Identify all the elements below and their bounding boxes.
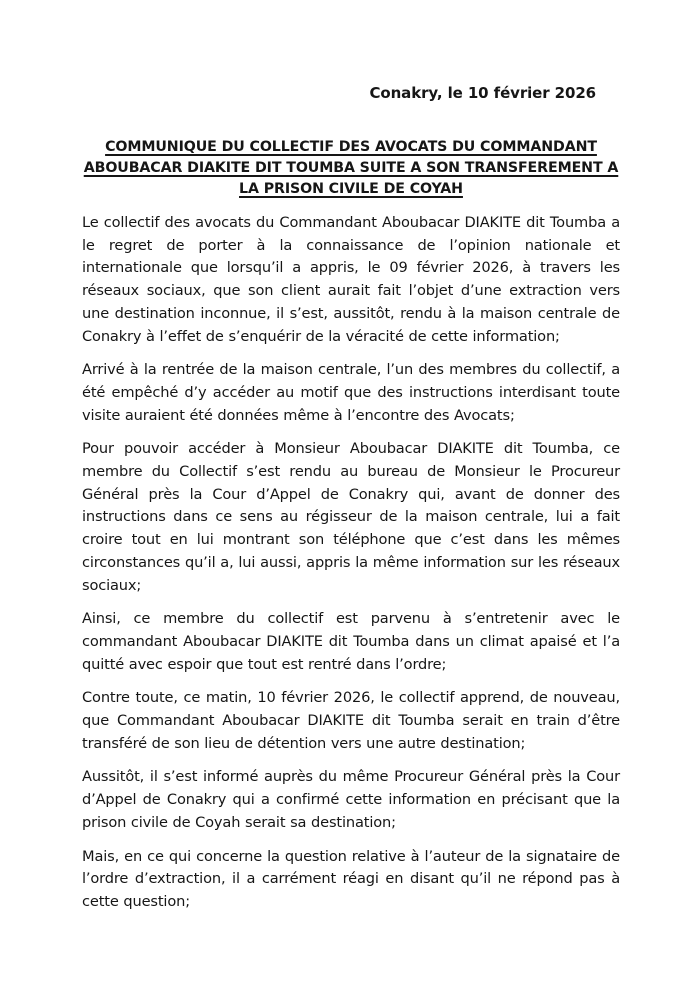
document-body (82, 212, 620, 914)
paragraph-6: Aussitôt, il s’est informé auprès du même Procureur Général près la Cour d’Appel de Conakry qui a confirmé cette information en précisant que la prison civile de Coyah serait sa destination; (82, 768, 620, 831)
document-title (82, 137, 620, 200)
paragraph-7: Mais, en ce qui concerne la question relative à l’auteur de la signataire de l’ordre d’extraction, il a carrément réagi en disant qu’il ne répond pas à cette question; (82, 847, 620, 910)
date-line: Conakry, le 10 février 2026 (369, 84, 596, 102)
document-title-text: COMMUNIQUE DU COLLECTIF DES AVOCATS DU COMMANDANT ABOUBACAR DIAKITE DIT TOUMBA SUITE A SON TRANSFEREMENT A LA PRISON CIVILE DE COYAH (83, 139, 619, 197)
paragraph-5: Contre toute, ce matin, 10 février 2026, le collectif apprend, de nouveau, que Commandant Aboubacar DIAKITE dit Toumba serait en train d’être transféré de son lieu de détention vers une autre destination; (82, 689, 620, 752)
paragraph-2: Arrivé à la rentrée de la maison centrale, l’un des membres du collectif, a été empêché d’y accéder au motif que des instructions interdisant toute visite auraient été données même à l’encontre des Avocats; (82, 361, 620, 424)
paragraph-3: Pour pouvoir accéder à Monsieur Aboubacar DIAKITE dit Toumba, ce membre du Collectif s’est rendu au bureau de Monsieur le Procureur Général près la Cour d’Appel de Conakry qui, avant de donner des instructions dans ce sens au régisseur de la maison centrale, lui a fait croire tout en lui montrant son téléphone que c’est dans les mêmes circonstances qu’il a, lui aussi, appris la même information sur les réseaux sociaux; (82, 440, 620, 594)
paragraph-1: Le collectif des avocats du Commandant Aboubacar DIAKITE dit Toumba a le regret de porter à la connaissance de l’opinion nationale et internationale que lorsqu’il a appris, le 09 février 2026, à travers les réseaux sociaux, que son client aurait fait l’objet d’une extraction vers une destination inconnue, il s’est, aussitôt, rendu à la maison centrale de Conakry à l’effet de s’enquérir de la véracité de cette information; (82, 214, 620, 345)
paragraph-4: Ainsi, ce membre du collectif est parvenu à s’entretenir avec le commandant Aboubacar DIAKITE dit Toumba dans un climat apaisé et l’a quitté avec espoir que tout est rentré dans l’ordre; (82, 610, 620, 673)
